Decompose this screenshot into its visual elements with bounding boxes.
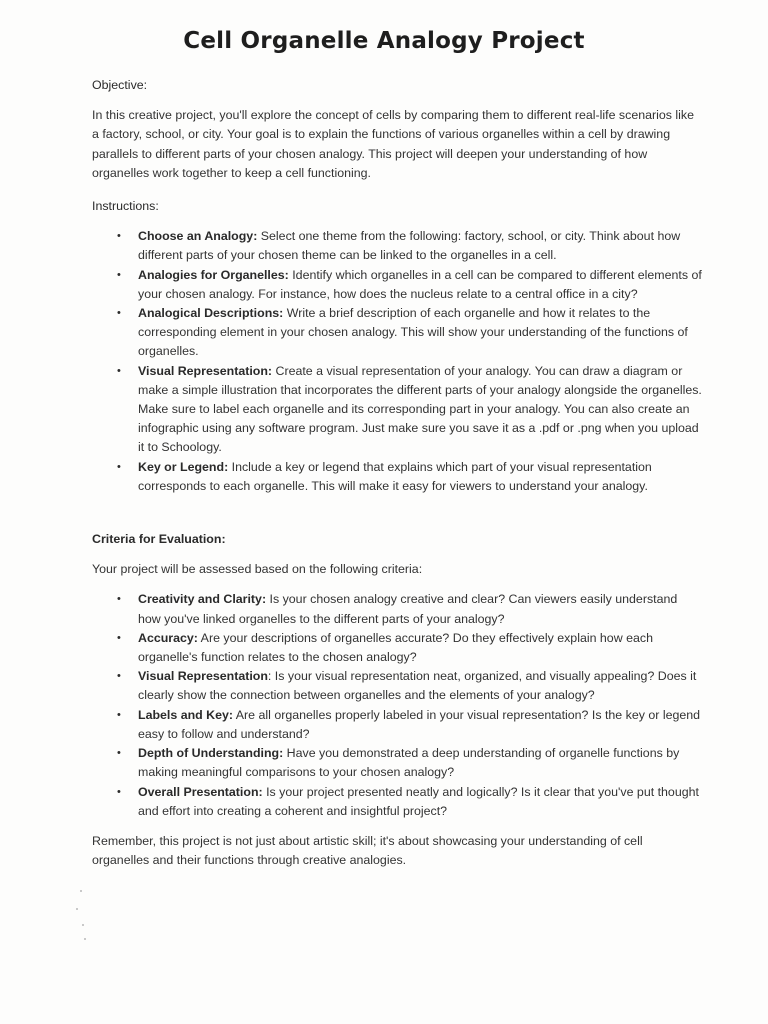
item-term: Analogies for Organelles: [138, 267, 289, 282]
item-term: Key or Legend: [138, 459, 229, 474]
item-term: Choose an Analogy: [138, 229, 258, 244]
page-title: Cell Organelle Analogy Project [183, 28, 585, 54]
item-term: Creativity and Clarity: [138, 592, 267, 607]
document-body [92, 76, 702, 870]
bullet-icon: • [117, 307, 121, 320]
bullet-icon: • [117, 747, 121, 760]
scan-speck [82, 924, 84, 926]
list-item [117, 706, 702, 744]
list-item [117, 629, 702, 667]
bullet-icon: • [117, 670, 121, 683]
criteria-heading: Criteria for Evaluation: [92, 532, 226, 547]
closing-paragraph: Remember, this project is not just about artistic skill; it's about showcasing your understanding of cell organelles and their functions through creative analogies. [92, 833, 643, 868]
item-term: Accuracy: [138, 630, 198, 645]
list-item [117, 667, 702, 705]
item-text: Write a brief description of each organelle and how it relates to the corresponding element in your chosen analogy. This will show your understanding of the functions of organelles. [138, 306, 688, 359]
bullet-icon: • [117, 364, 121, 377]
instructions-list [92, 227, 702, 496]
item-text: Create a visual representation of your analogy. You can draw a diagram or make a simple illustration that incorporates the different parts of your analogy alongside the organelles. Make sure to label each organelle and its corresponding part in your analogy. You can also create an infographic using any software program. Just make sure you save it as a .pdf or .png when you upload it to Schoology. [138, 363, 702, 455]
item-text: Are your descriptions of organelles accurate? Do they effectively explain how each organelle's function relates to the chosen analogy? [138, 630, 653, 665]
scan-speck [84, 938, 86, 940]
item-term: Visual Representation: [138, 363, 273, 378]
list-item [117, 304, 702, 362]
item-term: Labels and Key: [138, 707, 234, 722]
bullet-icon: • [117, 230, 121, 243]
list-item [117, 266, 702, 304]
scan-speck [76, 908, 78, 910]
bullet-icon: • [117, 785, 121, 798]
bullet-icon: • [117, 631, 121, 644]
item-text: : Is your visual representation neat, organized, and visually appealing? Does it clearly show the connection between organelles and the elements of your analogy? [138, 669, 697, 703]
item-text: Include a key or legend that explains which part of your visual representation corresponds to each organelle. This will make it easy for viewers to understand your analogy. [138, 459, 652, 493]
instructions-heading: Instructions: [92, 199, 159, 214]
list-item [117, 227, 702, 265]
item-text: Identify which organelles in a cell can be compared to different elements of your chosen analogy. For instance, how does the nucleus relate to a central office in a city? [138, 267, 702, 301]
bullet-icon: • [117, 268, 121, 281]
objective-heading: Objective: [92, 78, 148, 92]
bullet-icon: • [117, 708, 121, 721]
list-item [117, 783, 702, 821]
item-term: Visual Representation [138, 669, 268, 684]
item-text: Are all organelles properly labeled in your visual representation? Is the key or legend easy to follow and understand? [138, 707, 701, 741]
item-term: Analogical Descriptions: [138, 306, 284, 321]
list-item [117, 362, 702, 458]
criteria-intro: Your project will be assessed based on the following criteria: [92, 562, 423, 577]
bullet-icon: • [117, 460, 121, 473]
item-term: Overall Presentation: [138, 784, 263, 799]
list-item [117, 744, 702, 782]
list-item [117, 458, 702, 496]
list-item [117, 590, 702, 628]
bullet-icon: • [117, 593, 121, 606]
item-text: Have you demonstrated a deep understanding of organelle functions by making meaningful comparisons to your chosen analogy? [138, 746, 680, 780]
scan-specks [74, 890, 94, 950]
item-text: Is your project presented neatly and logically? Is it clear that you've put thought and effort into creating a coherent and insightful project? [138, 784, 699, 818]
item-term: Depth of Understanding: [138, 746, 284, 761]
item-text: Is your chosen analogy creative and clear? Can viewers easily understand how you've linked organelles to the different parts of your analogy? [138, 592, 678, 626]
item-text: Select one theme from the following: factory, school, or city. Think about how different parts of your chosen theme can be linked to the organelles in a cell. [138, 229, 681, 263]
scan-speck [80, 890, 82, 892]
objective-text: In this creative project, you'll explore the concept of cells by comparing them to different real-life scenarios like a factory, school, or city. Your goal is to explain the functions of various organelles within a cell by drawing parallels to different parts of your chosen analogy. This project will deepen your understanding of how organelles work together to keep a cell functioning. [92, 108, 694, 180]
criteria-list [92, 590, 702, 820]
